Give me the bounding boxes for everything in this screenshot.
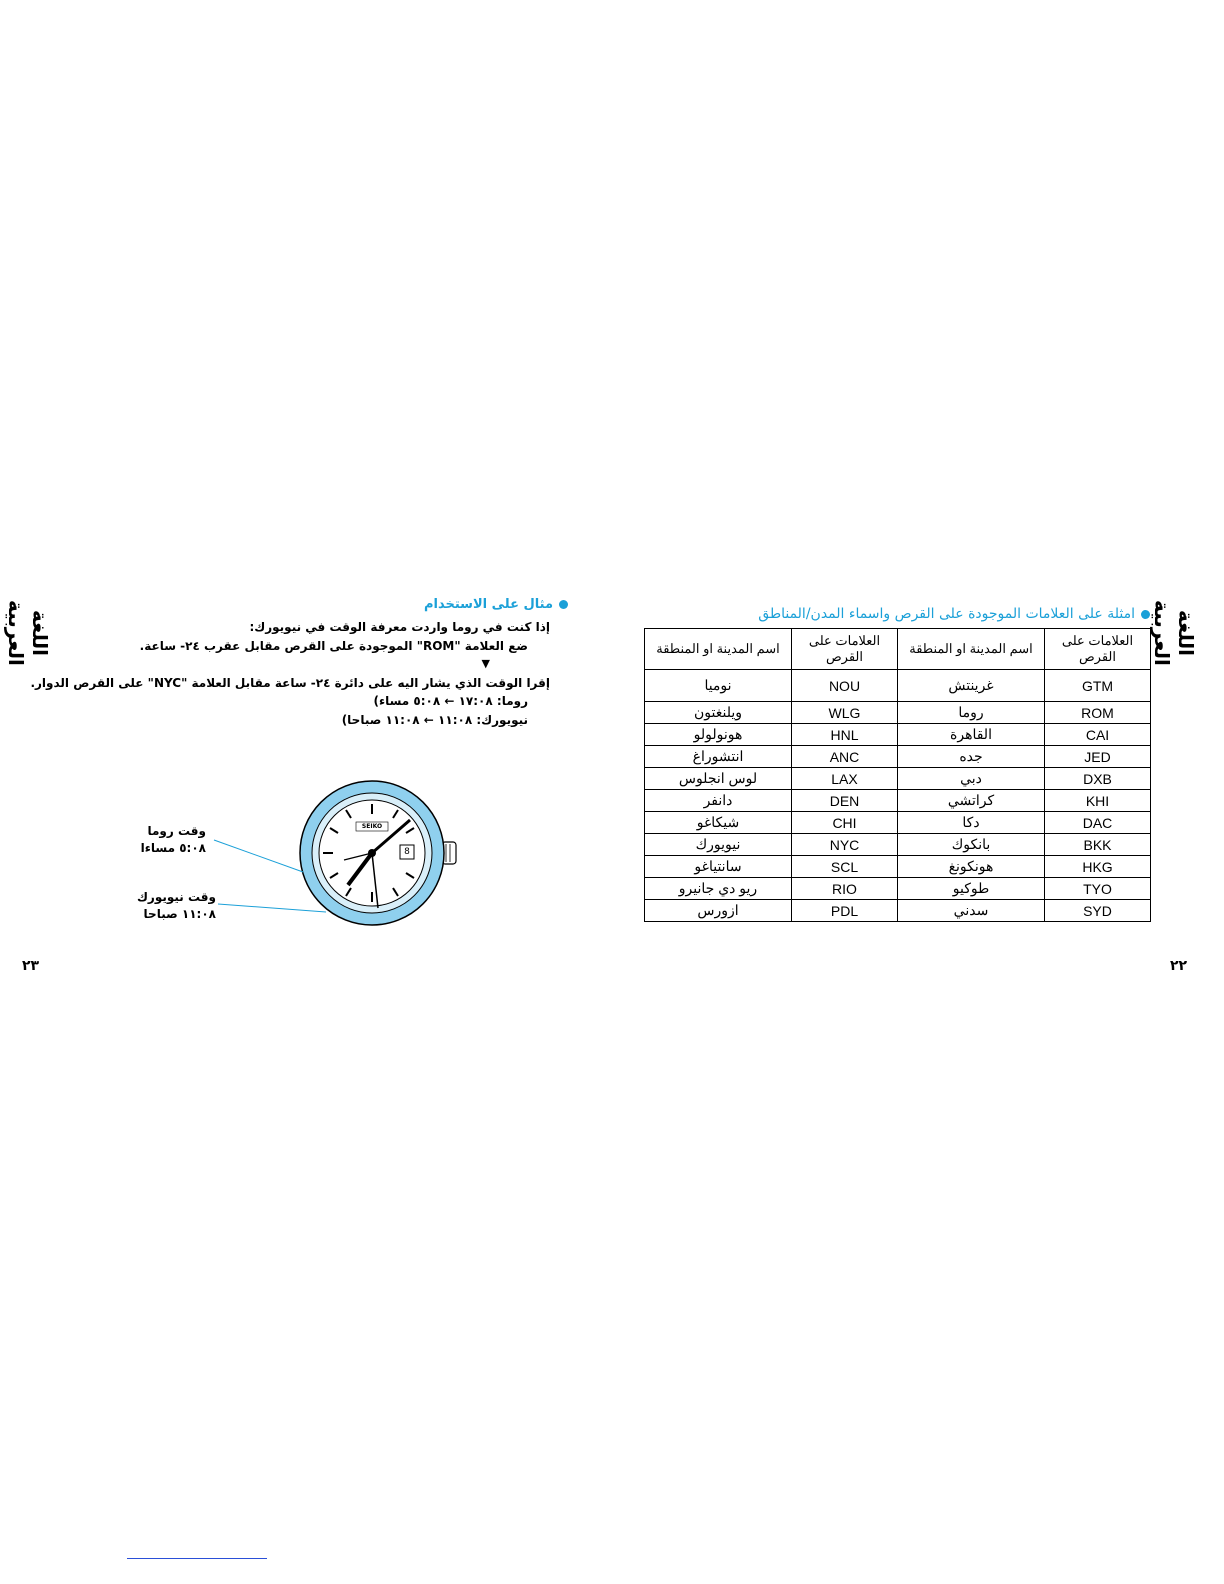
city-name: دكا xyxy=(898,812,1045,834)
city-codes-table xyxy=(644,628,1151,922)
city-code: TYO xyxy=(1045,878,1151,900)
city-name: غرينتش xyxy=(898,670,1045,702)
city-name: هونولولو xyxy=(645,724,792,746)
header-code-2: العلامات على القرص xyxy=(792,629,898,670)
table-header-row xyxy=(645,629,1151,670)
city-code: DXB xyxy=(1045,768,1151,790)
city-code: DEN xyxy=(792,790,898,812)
table-row xyxy=(645,900,1151,922)
rome-time-label: وقت روما xyxy=(147,824,206,838)
city-name: انتشوراغ xyxy=(645,746,792,768)
city-name: سدني xyxy=(898,900,1045,922)
table-row xyxy=(645,856,1151,878)
table-row xyxy=(645,812,1151,834)
instruction-line-3: إقرا الوقت الذي يشار اليه على دائرة ٢٤- ساعة مقابل العلامة "NYC" على القرص الدوار. xyxy=(30,676,550,690)
city-code: SYD xyxy=(1045,900,1151,922)
table-row xyxy=(645,768,1151,790)
city-name: ويلنغتون xyxy=(645,702,792,724)
rome-time-value: ٥:٠٨ مساءا xyxy=(140,841,206,855)
instruction-line-2: ضع العلامة "ROM" الموجودة على القرص مقابل عقرب ٢٤- ساعة. xyxy=(139,639,528,653)
table-row xyxy=(645,724,1151,746)
city-name: ريو دي جانيرو xyxy=(645,878,792,900)
city-name: القاهرة xyxy=(898,724,1045,746)
city-code: GTM xyxy=(1045,670,1151,702)
table-row xyxy=(645,790,1151,812)
table-row xyxy=(645,834,1151,856)
city-code: ROM xyxy=(1045,702,1151,724)
page-number-left: ٢٣ xyxy=(22,958,40,974)
city-code: BKK xyxy=(1045,834,1151,856)
language-side-tab-right: اللغة العربية xyxy=(1150,600,1198,666)
footer-rule xyxy=(127,1558,267,1559)
language-side-tab-left: اللغة العربية xyxy=(4,600,52,666)
city-code: WLG xyxy=(792,702,898,724)
city-name: لوس انجلوس xyxy=(645,768,792,790)
city-name: شيكاغو xyxy=(645,812,792,834)
city-name: دبي xyxy=(898,768,1045,790)
header-city-2: اسم المدينة او المنطقة xyxy=(645,629,792,670)
rome-conversion: روما: ١٧:٠٨ ← ٥:٠٨ مساء) xyxy=(373,694,528,708)
examples-heading-text: امثلة على العلامات الموجودة على القرص واسماء المدن/المناطق xyxy=(758,606,1135,622)
city-code: KHI xyxy=(1045,790,1151,812)
city-code: NOU xyxy=(792,670,898,702)
city-code: RIO xyxy=(792,878,898,900)
city-code: ANC xyxy=(792,746,898,768)
city-code: CHI xyxy=(792,812,898,834)
city-code: CAI xyxy=(1045,724,1151,746)
example-heading-text: مثال على الاستخدام xyxy=(424,597,553,612)
page-number-right: ٢٢ xyxy=(1170,958,1188,974)
city-name: هونكونغ xyxy=(898,856,1045,878)
table-row xyxy=(645,670,1151,702)
city-name: كراتشي xyxy=(898,790,1045,812)
table-row xyxy=(645,746,1151,768)
city-name: نيويورك xyxy=(645,834,792,856)
city-name: بانكوك xyxy=(898,834,1045,856)
city-name: سانتياغو xyxy=(645,856,792,878)
newyork-conversion: نيويورك: ١١:٠٨ ← ١١:٠٨ صباحا) xyxy=(341,713,528,727)
header-code-1: العلامات على القرص xyxy=(1045,629,1151,670)
city-name: جده xyxy=(898,746,1045,768)
city-name: روما xyxy=(898,702,1045,724)
bullet-dot-icon xyxy=(1141,610,1150,619)
city-name: نوميا xyxy=(645,670,792,702)
instruction-line-1: إذا كنت في روما واردت معرفة الوقت في نيويورك: xyxy=(249,620,550,634)
city-code: HKG xyxy=(1045,856,1151,878)
city-name: طوكيو xyxy=(898,878,1045,900)
newyork-time-value: ١١:٠٨ صباحا xyxy=(143,907,216,921)
city-code: NYC xyxy=(792,834,898,856)
newyork-time-label: وقت نيويورك xyxy=(136,890,216,904)
city-code: PDL xyxy=(792,900,898,922)
city-code: DAC xyxy=(1045,812,1151,834)
table-row xyxy=(645,702,1151,724)
city-code: HNL xyxy=(792,724,898,746)
city-name: دانفر xyxy=(645,790,792,812)
watch-brand: SEIKO xyxy=(361,823,383,830)
city-code: JED xyxy=(1045,746,1151,768)
header-city-1: اسم المدينة او المنطقة xyxy=(898,629,1045,670)
city-name: ازورس xyxy=(645,900,792,922)
examples-heading xyxy=(758,606,1150,622)
down-arrow-icon: ▼ xyxy=(481,657,490,670)
city-code: LAX xyxy=(792,768,898,790)
watch-date: 8 xyxy=(404,847,410,857)
table-row xyxy=(645,878,1151,900)
city-code: SCL xyxy=(792,856,898,878)
